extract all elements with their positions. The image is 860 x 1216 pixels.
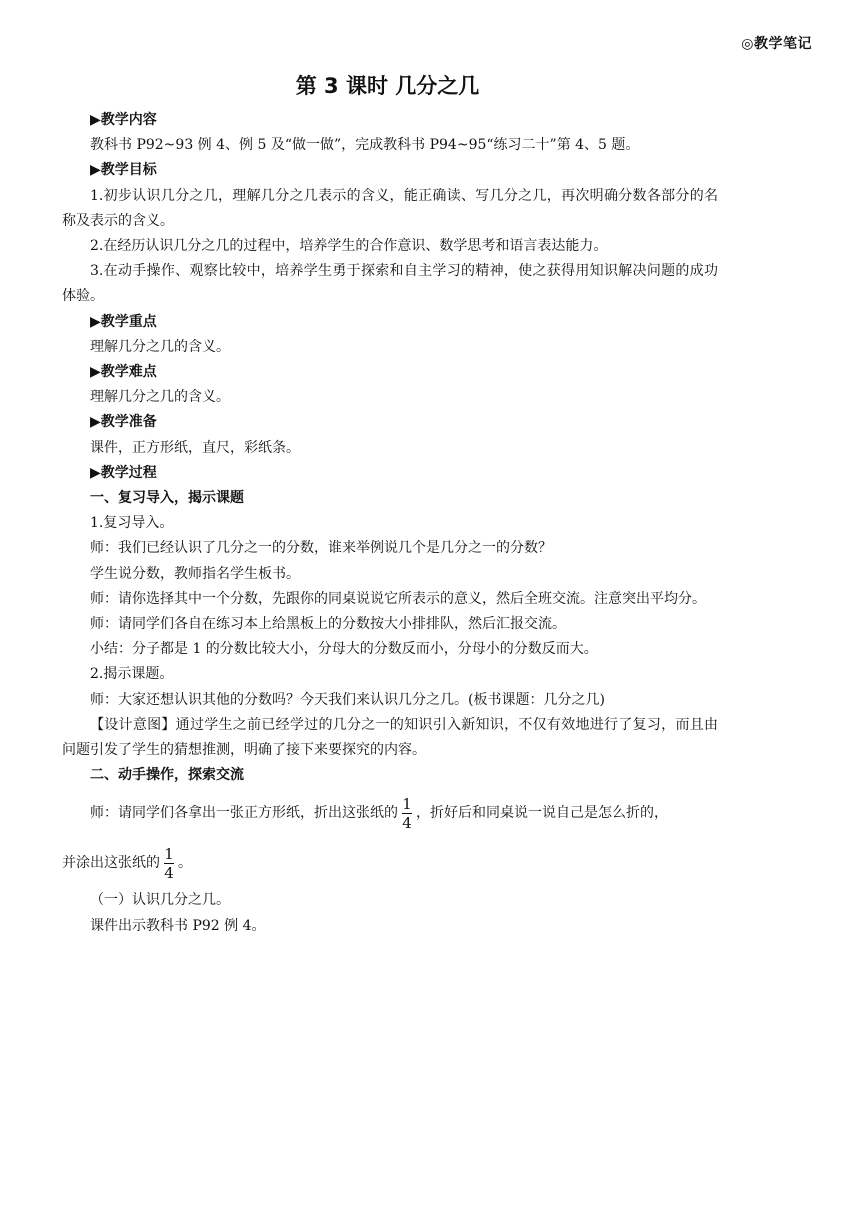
fraction-denominator: 4	[164, 863, 174, 882]
section-heading-process: ▶教学过程	[90, 464, 157, 481]
paragraph: 师：请你选择其中一个分数，先跟你的同桌说说它所表示的意义，然后全班交流。注意突出平均分。	[90, 590, 706, 607]
lesson-plan-body	[62, 108, 718, 939]
section-heading-preparation: ▶教学准备	[90, 414, 157, 431]
fraction-denominator: 4	[402, 813, 412, 832]
key-points-text: 理解几分之几的含义。	[90, 338, 230, 355]
goal-3: 3.在动手操作、观察比较中，培养学生勇于探索和自主学习的精神，使之获得用知识解决问题的成功体验。	[62, 263, 718, 305]
lesson-title: 第 3 课时 几分之几	[295, 74, 480, 98]
paragraph: （一）认识几分之几。	[90, 892, 230, 909]
teaching-notes-label: ◎教学笔记	[741, 36, 812, 52]
design-intent-paragraph: 【设计意图】通过学生之前已经学过的几分之一的知识引入新知识，不仅有效地进行了复习，而且由问题引发了学生的猜想推测，明确了接下来要探究的内容。	[62, 716, 718, 759]
paragraph: 课件出示教科书 P92 例 4。	[90, 917, 266, 934]
fraction-numerator: 1	[164, 844, 174, 863]
fraction-numerator: 1	[402, 794, 412, 813]
fraction-paragraph-text-d: 。	[178, 855, 192, 872]
section-heading-difficulties: ▶教学难点	[90, 364, 157, 381]
paragraph: 1.复习导入。	[90, 515, 174, 532]
part-1-heading: 一、复习导入，揭示课题	[90, 490, 244, 507]
fraction-paragraph-continued	[62, 838, 718, 888]
content-text: 教科书 P92~93 例 4、例 5 及“做一做”，完成教科书 P94~95“练习二十”第 4、5 题。	[90, 137, 640, 154]
section-heading-content: ▶教学内容	[90, 112, 157, 128]
fraction-paragraph	[62, 788, 718, 838]
fraction-paragraph-text-b: ，折好后和同桌说一说自己是怎么折的，	[416, 805, 668, 822]
paragraph: 师：大家还想认识其他的分数吗？今天我们来认识几分之几。(板书课题：几分之几)	[90, 691, 605, 708]
fraction-one-quarter	[164, 846, 174, 881]
section-heading-goals: ▶教学目标	[90, 162, 157, 179]
difficulties-text: 理解几分之几的含义。	[90, 389, 230, 406]
section-heading-key-points: ▶教学重点	[90, 313, 157, 330]
goal-1: 1.初步认识几分之几，理解几分之几表示的含义，能正确读、写几分之几，再次明确分数各部分的名称及表示的含义。	[62, 187, 718, 229]
fraction-paragraph-text-c: 并涂出这张纸的	[62, 855, 160, 872]
fraction-paragraph-text-a: 师：请同学们各拿出一张正方形纸，折出这张纸的	[90, 805, 398, 822]
goal-2: 2.在经历认识几分之几的过程中，培养学生的合作意识、数学思考和语言表达能力。	[90, 238, 608, 255]
paragraph: 2.揭示课题。	[90, 666, 174, 683]
paragraph: 师：我们已经认识了几分之一的分数，谁来举例说几个是几分之一的分数？	[90, 540, 552, 557]
part-2-heading: 二、动手操作，探索交流	[90, 767, 244, 784]
paragraph: 师：请同学们各自在练习本上给黑板上的分数按大小排排队，然后汇报交流。	[90, 616, 566, 633]
paragraph: 学生说分数，教师指名学生板书。	[90, 565, 300, 582]
fraction-one-quarter	[402, 796, 412, 831]
preparation-text: 课件，正方形纸，直尺，彩纸条。	[90, 439, 300, 456]
summary-paragraph: 小结：分子都是 1 的分数比较大小，分母大的分数反而小，分母小的分数反而大。	[90, 641, 598, 658]
